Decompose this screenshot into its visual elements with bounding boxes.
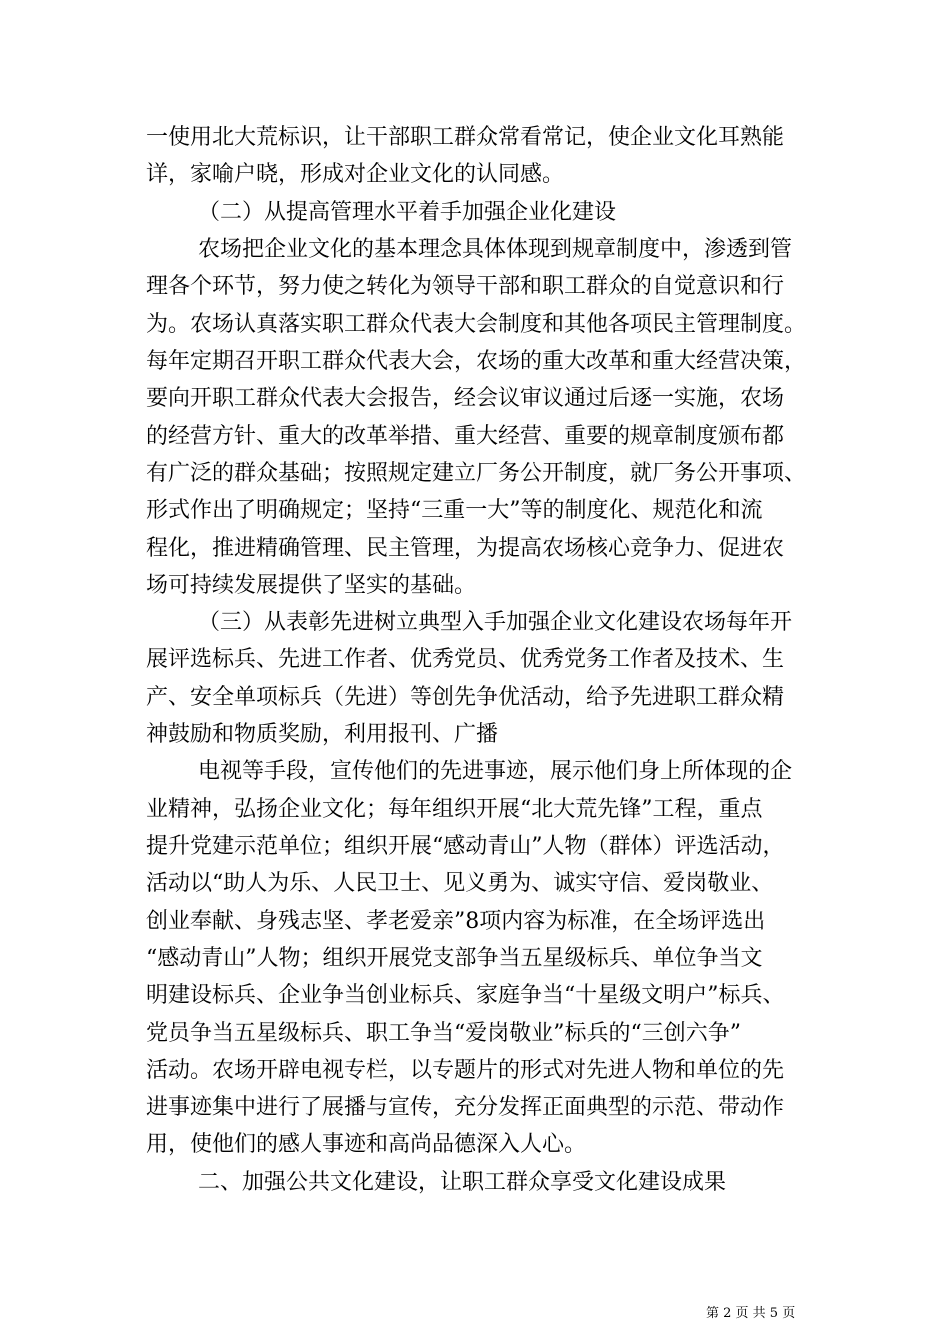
text-line: 有广泛的群众基础；按照规定建立厂务公开制度，就厂务公开事项、 (146, 461, 807, 486)
text-line: 为。农场认真落实职工群众代表大会制度和其他各项民主管理制度。 (146, 312, 807, 337)
section-heading: （二）从提高管理水平着手加强企业化建设 (198, 200, 617, 225)
text-line: 展评选标兵、先进工作者、优秀党员、优秀党务工作者及技术、生 (146, 647, 785, 672)
text-line: 形式作出了明确规定；坚持“三重一大”等的制度化、规范化和流 (146, 498, 763, 523)
text-line: 活动。农场开辟电视专栏，以专题片的形式对先进人物和单位的先 (146, 1058, 785, 1083)
text-line: 神鼓励和物质奖励，利用报刊、广播 (146, 722, 499, 747)
text-line: 进事迹集中进行了展播与宣传，充分发挥正面典型的示范、带动作 (146, 1095, 785, 1120)
text-line: 农场把企业文化的基本理念具体体现到规章制度中，渗透到管 (198, 237, 793, 262)
text-line: 活动以“助人为乐、人民卫士、见义勇为、诚实守信、爱岗敬业、 (146, 871, 774, 896)
text-line: 的经营方针、重大的改革举措、重大经营、重要的规章制度颁布都 (146, 424, 785, 449)
text-line: 明建设标兵、企业争当创业标兵、家庭争当“十星级文明户”标兵、 (146, 983, 785, 1008)
text-line: 场可持续发展提供了坚实的基础。 (146, 573, 477, 598)
text-line: 要向开职工群众代表大会报告，经会议审议通过后逐一实施，农场 (146, 386, 785, 411)
text-line: 产、安全单项标兵（先进）等创先争优活动，给予先进职工群众精 (146, 685, 785, 710)
section-heading: （三）从表彰先进树立典型入手加强企业文化建设农场每年开 (198, 610, 793, 635)
page-number: 第 2 页 共 5 页 (706, 1306, 796, 1321)
text-line: 业精神，弘扬企业文化；每年组织开展“北大荒先锋”工程，重点 (146, 797, 763, 822)
text-line: 一使用北大荒标识，让干部职工群众常看常记，使企业文化耳熟能 (146, 125, 785, 150)
text-line: 电视等手段，宣传他们的先进事迹，展示他们身上所体现的企 (198, 759, 793, 784)
text-line: 每年定期召开职工群众代表大会，农场的重大改革和重大经营决策， (146, 349, 807, 374)
text-line: 提升党建示范单位；组织开展“感动青山”人物（群体）评选活动， (146, 834, 785, 859)
text-line: 详，家喻户晓，形成对企业文化的认同感。 (146, 162, 565, 187)
text-line: 程化，推进精确管理、民主管理，为提高农场核心竞争力、促进农 (146, 536, 785, 561)
text-line: “感动青山”人物；组织开展党支部争当五星级标兵、单位争当文 (146, 946, 763, 971)
section-heading: 二、加强公共文化建设，让职工群众享受文化建设成果 (198, 1170, 727, 1195)
text-line: 党员争当五星级标兵、职工争当“爱岗敬业”标兵的“三创六争” (146, 1021, 741, 1046)
text-line: 用，使他们的感人事迹和高尚品德深入人心。 (146, 1132, 587, 1157)
text-line: 理各个环节，努力使之转化为领导干部和职工群众的自觉意识和行 (146, 274, 785, 299)
text-line: 创业奉献、身残志坚、孝老爱亲”8项内容为标准，在全场评选出 (146, 909, 766, 934)
